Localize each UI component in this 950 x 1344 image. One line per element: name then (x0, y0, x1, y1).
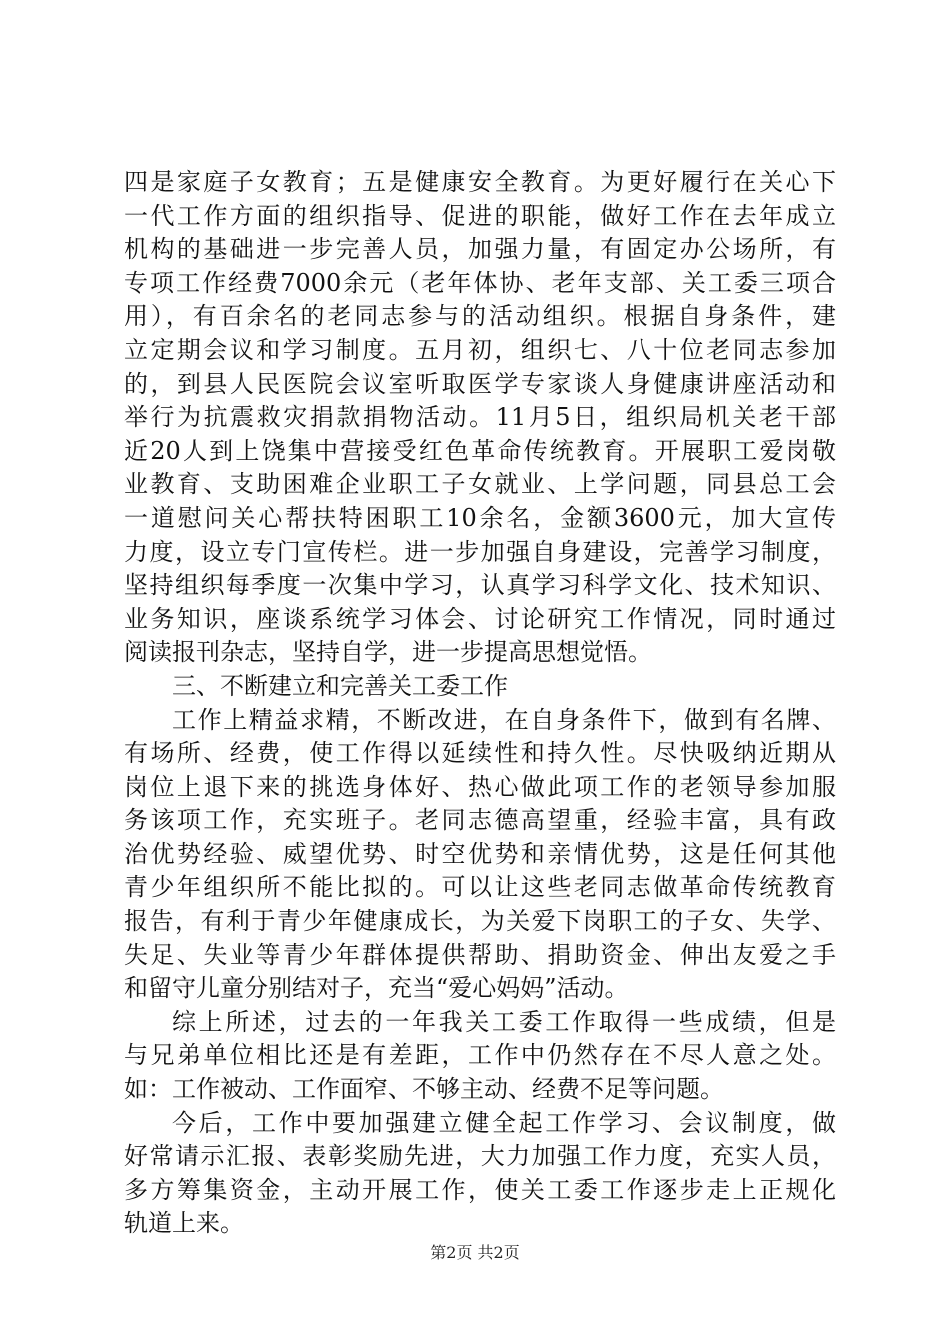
text-line: 综上所述，过去的一年我关工委工作取得一些成绩，但是 (172, 1007, 836, 1036)
text-line: 有场所、经费，使工作得以延续性和持久性。尽快吸纳近期从 (124, 739, 836, 768)
text-line: 的，到县人民医院会议室听取医学专家谈人身健康讲座活动和 (124, 369, 836, 398)
text-line: 失足、失业等青少年群体提供帮助、捐助资金、伸出友爱之手 (124, 940, 836, 969)
text-line: 好常请示汇报、表彰奖励先进，大力加强工作力度，充实人员， (124, 1142, 836, 1171)
text-line: 力度，设立专门宣传栏。进一步加强自身建设，完善学习制度， (124, 537, 836, 566)
text-line: 与兄弟单位相比还是有差距，工作中仍然存在不尽人意之处。 (124, 1041, 836, 1070)
text-line: 举行为抗震救灾捐款捐物活动。11月5日，组织局机关老干部 (124, 403, 836, 432)
text-line: 轨道上来。 (124, 1209, 244, 1238)
section-heading: 三、不断建立和完善关工委工作 (172, 671, 508, 700)
page-footer: 第2页 共2页 (430, 1243, 520, 1262)
text-line: 四是家庭子女教育；五是健康安全教育。为更好履行在关心下 (124, 168, 836, 196)
text-line: 坚持组织每季度一次集中学习，认真学习科学文化、技术知识、 (124, 571, 836, 600)
text-line: 机构的基础进一步完善人员，加强力量，有固定办公场所，有 (124, 235, 836, 264)
text-line: 用），有百余名的老同志参与的活动组织。根据自身条件，建 (124, 302, 836, 331)
text-line: 青少年组织所不能比拟的。可以让这些老同志做革命传统教育 (124, 873, 836, 902)
text-line: 一道慰问关心帮扶特困职工10余名，金额3600元，加大宣传 (124, 503, 836, 532)
text-line: 阅读报刊杂志，坚持自学，进一步提高思想觉悟。 (124, 638, 652, 667)
text-line: 业教育、支助困难企业职工子女就业、上学问题，同县总工会 (124, 470, 836, 499)
text-line: 立定期会议和学习制度。五月初，组织七、八十位老同志参加 (124, 335, 836, 364)
text-line: 治优势经验、威望优势、时空优势和亲情优势，这是任何其他 (124, 839, 836, 868)
text-line: 务该项工作，充实班子。老同志德高望重，经验丰富，具有政 (124, 806, 836, 835)
text-line: 一代工作方面的组织指导、促进的职能，做好工作在去年成立 (124, 201, 836, 230)
text-line: 工作上精益求精，不断改进，在自身条件下，做到有名牌、 (172, 705, 836, 734)
text-line: 今后，工作中要加强建立健全起工作学习、会议制度，做 (172, 1108, 836, 1137)
text-line: 业务知识，座谈系统学习体会、讨论研究工作情况，同时通过 (124, 604, 836, 633)
text-line: 岗位上退下来的挑选身体好、热心做此项工作的老领导参加服 (124, 772, 836, 801)
text-line: 如：工作被动、工作面窄、不够主动、经费不足等问题。 (124, 1075, 724, 1104)
text-line: 多方筹集资金，主动开展工作，使关工委工作逐步走上正规化 (124, 1175, 836, 1204)
text-line: 专项工作经费7000余元（老年体协、老年支部、关工委三项合 (124, 268, 836, 297)
text-line: 近20人到上饶集中营接受红色革命传统教育。开展职工爱岗敬 (124, 436, 836, 465)
document-body (124, 166, 836, 1241)
text-line: 报告，有利于青少年健康成长，为关爱下岗职工的子女、失学、 (124, 907, 836, 936)
text-line: 和留守儿童分别结对子，充当“爱心妈妈”活动。 (124, 974, 629, 1003)
